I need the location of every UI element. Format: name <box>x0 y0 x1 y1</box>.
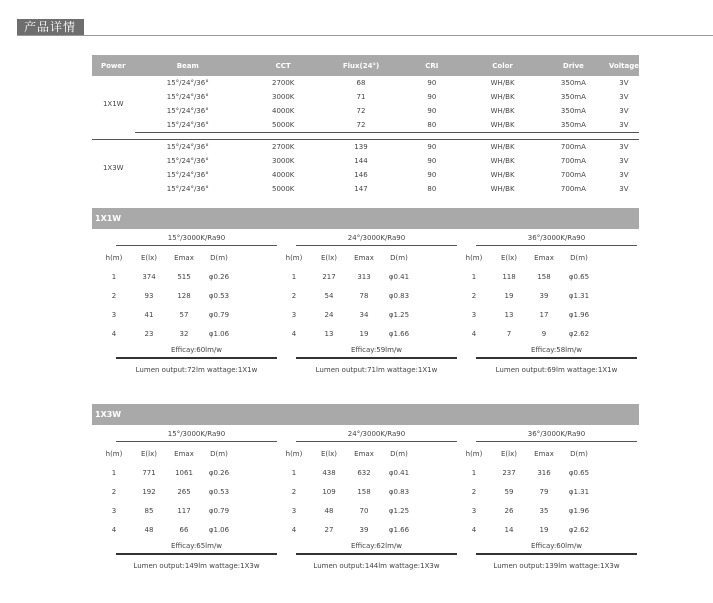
panel-header-row <box>285 252 460 264</box>
panel-cell: 23 <box>144 330 154 338</box>
spec-cell: 350mA <box>538 118 609 133</box>
panel-bottom-rule <box>476 357 637 359</box>
panel-cell: 1 <box>291 469 297 477</box>
panel-divider <box>476 245 637 246</box>
efficacy-text: Efficay:59lm/w <box>350 346 403 354</box>
panel-row <box>473 486 640 498</box>
panel-col-header: E(lx) <box>501 254 517 262</box>
panel-cell: 24 <box>324 311 334 319</box>
panel-cell: 78 <box>359 292 369 300</box>
panel-cell: 19 <box>504 292 514 300</box>
panel-col-header: D(m) <box>210 254 228 262</box>
panel-cell: 32 <box>179 330 189 338</box>
spec-row <box>92 168 639 182</box>
panel-col-header: E(lx) <box>321 254 337 262</box>
section-header <box>17 19 713 37</box>
panel-cell: 66 <box>179 526 189 534</box>
power-cell: 1X1W <box>102 100 124 109</box>
spec-cell: 3V <box>609 118 639 133</box>
efficacy-text: Efficay:62lm/w <box>350 542 403 550</box>
panel-cell: 4 <box>291 330 297 338</box>
panel-cell: 265 <box>177 488 191 496</box>
panel-cell: 2 <box>291 488 297 496</box>
panel-row <box>113 486 280 498</box>
panel-bottom-rule <box>116 357 277 359</box>
spec-cell: WH/BK <box>467 140 538 155</box>
spec-cell: 68 <box>356 79 366 87</box>
panel-row <box>473 505 640 517</box>
spec-cell: 80 <box>427 185 437 193</box>
spec-cell: WH/BK <box>490 79 515 87</box>
panel-cell: φ0.83 <box>388 292 410 300</box>
panel-cell: 2 <box>471 292 477 300</box>
section-bar <box>92 208 639 229</box>
header-divider <box>17 35 713 36</box>
panel-col-header: Emax <box>354 450 374 458</box>
panel-col-header: h(m) <box>285 450 303 458</box>
panel-row <box>113 290 280 302</box>
panel-cell: 4 <box>291 526 297 534</box>
panel-cell: 39 <box>359 526 369 534</box>
panel-cell: 17 <box>539 311 549 319</box>
spec-cell: 700mA <box>560 185 586 193</box>
panel-bottom-rule <box>296 357 457 359</box>
panel-cell: 7 <box>506 330 512 338</box>
panel-row <box>473 309 640 321</box>
panel-row <box>473 328 640 340</box>
spec-cell: 3000K <box>271 93 295 101</box>
panel-cell: φ1.06 <box>208 526 230 534</box>
panel-cell: 3 <box>471 507 477 515</box>
spec-cell: 700mA <box>560 157 586 165</box>
panel-row <box>113 271 280 283</box>
panel-divider <box>296 245 457 246</box>
panel-cell: φ0.79 <box>208 311 230 319</box>
panel-cell: 35 <box>539 507 549 515</box>
lumen-output-text: Lumen output:72lm wattage:1X1w <box>135 366 258 374</box>
spec-cell: 72 <box>325 118 396 133</box>
spec-cell: WH/BK <box>490 157 515 165</box>
panel-divider <box>296 441 457 442</box>
panel-cell: φ1.06 <box>208 330 230 338</box>
panel-row <box>473 467 640 479</box>
panel-cell: 48 <box>144 526 154 534</box>
panel-cell: 59 <box>504 488 514 496</box>
panel-col-header: D(m) <box>390 450 408 458</box>
panel-col-header: D(m) <box>210 450 228 458</box>
section-label: 1X3W <box>95 410 122 419</box>
panel-cell: 4 <box>111 526 117 534</box>
panel-row <box>113 524 280 536</box>
panel-header-row <box>465 252 640 264</box>
spec-cell: 15°/24°/36° <box>166 157 209 165</box>
panel-cell: 2 <box>111 292 117 300</box>
spec-row <box>92 140 639 155</box>
spec-row <box>92 182 639 196</box>
panel-cell: φ0.26 <box>208 469 230 477</box>
panel-col-header: Emax <box>174 450 194 458</box>
panel-col-header: h(m) <box>105 254 123 262</box>
panel-bottom-rule <box>116 553 277 555</box>
panel-cell: 192 <box>142 488 156 496</box>
panel-row <box>473 271 640 283</box>
panel-col-header: Emax <box>174 254 194 262</box>
spec-cell: 146 <box>354 171 368 179</box>
panel-row <box>293 290 460 302</box>
panel-cell: 118 <box>502 273 516 281</box>
panel-cell: 158 <box>357 488 371 496</box>
panel-col-header: E(lx) <box>321 450 337 458</box>
panel-cell: φ1.31 <box>568 292 590 300</box>
panel-cell: 27 <box>324 526 334 534</box>
panel-bottom-rule <box>476 553 637 555</box>
spec-cell: 90 <box>427 171 437 179</box>
panel-cell: φ0.53 <box>208 488 230 496</box>
panel-title: 15°/3000K/Ra90 <box>167 234 226 242</box>
panel-cell: 2 <box>291 292 297 300</box>
panel-cell: 19 <box>359 330 369 338</box>
panel-col-header: h(m) <box>465 254 483 262</box>
panel-cell: 109 <box>322 488 336 496</box>
spec-cell: 72 <box>356 107 366 115</box>
efficacy-text: Efficay:58lm/w <box>530 346 583 354</box>
panel-row <box>473 290 640 302</box>
col-header: Drive <box>538 55 609 76</box>
efficacy-text: Efficay:65lm/w <box>170 542 223 550</box>
lumen-output-text: Lumen output:71lm wattage:1X1w <box>315 366 438 374</box>
panel-header-row <box>285 448 460 460</box>
panel-cell: 93 <box>144 292 154 300</box>
panel-header-row <box>465 448 640 460</box>
panel-cell: 117 <box>177 507 191 515</box>
spec-cell: 15°/24°/36° <box>135 140 241 155</box>
panel-cell: 313 <box>357 273 371 281</box>
panel-cell: 237 <box>502 469 516 477</box>
spec-cell: 15°/24°/36° <box>166 185 209 193</box>
panel-row <box>293 328 460 340</box>
panel-cell: 54 <box>324 292 334 300</box>
spec-cell: 90 <box>427 157 437 165</box>
panel-cell: φ0.41 <box>388 469 410 477</box>
spec-cell: 15°/24°/36° <box>166 79 209 87</box>
panel-title: 24°/3000K/Ra90 <box>347 234 406 242</box>
panel-cell: 14 <box>504 526 514 534</box>
panel-cell: 3 <box>111 507 117 515</box>
panel-row <box>293 486 460 498</box>
spec-cell: 350mA <box>560 79 586 87</box>
spec-cell: 71 <box>356 93 366 101</box>
panel-cell: 3 <box>291 311 297 319</box>
panel-cell: 128 <box>177 292 191 300</box>
spec-cell: 3V <box>619 171 629 179</box>
panel-row <box>293 271 460 283</box>
col-header: CRI <box>397 55 468 76</box>
efficacy-text: Efficay:60lm/w <box>530 542 583 550</box>
spec-cell: 700mA <box>538 140 609 155</box>
spec-row <box>92 104 639 118</box>
panel-cell: 771 <box>142 469 156 477</box>
panel-col-header: Emax <box>534 450 554 458</box>
spec-cell: WH/BK <box>490 107 515 115</box>
panel-row <box>293 524 460 536</box>
panel-row <box>293 309 460 321</box>
spec-cell: 3V <box>619 157 629 165</box>
panel-cell: 57 <box>179 311 189 319</box>
spec-cell: 2700K <box>241 140 325 155</box>
photometric-panel <box>285 428 460 588</box>
panel-divider <box>116 245 277 246</box>
panel-header-row <box>105 448 280 460</box>
panel-col-header: D(m) <box>390 254 408 262</box>
panel-cell: φ1.25 <box>388 507 410 515</box>
col-header: Voltage <box>609 55 639 76</box>
panel-cell: 2 <box>111 488 117 496</box>
panel-row <box>293 505 460 517</box>
spec-cell: 3V <box>619 107 629 115</box>
panel-col-header: h(m) <box>285 254 303 262</box>
panel-cell: 26 <box>504 507 514 515</box>
photometric-panel <box>105 232 280 392</box>
spec-cell: 700mA <box>560 171 586 179</box>
panel-cell: 374 <box>142 273 156 281</box>
panel-cell: 3 <box>111 311 117 319</box>
panel-cell: φ1.25 <box>388 311 410 319</box>
photometric-panel <box>105 428 280 588</box>
panel-cell: φ2.62 <box>568 526 590 534</box>
panel-cell: 79 <box>539 488 549 496</box>
section-label: 1X1W <box>95 214 122 223</box>
panel-col-header: h(m) <box>105 450 123 458</box>
panel-cell: 1061 <box>175 469 193 477</box>
spec-cell: WH/BK <box>490 93 515 101</box>
panel-cell: 3 <box>471 311 477 319</box>
panel-cell: φ0.65 <box>568 469 590 477</box>
photometric-panel <box>285 232 460 392</box>
spec-cell: 350mA <box>560 93 586 101</box>
panel-cell: φ0.79 <box>208 507 230 515</box>
spec-cell: 3V <box>609 140 639 155</box>
spec-cell: 3V <box>619 93 629 101</box>
spec-cell: 5000K <box>271 185 295 193</box>
panel-title: 24°/3000K/Ra90 <box>347 430 406 438</box>
panel-row <box>293 467 460 479</box>
spec-cell: 5000K <box>241 118 325 133</box>
efficacy-text: Efficay:60lm/w <box>170 346 223 354</box>
lumen-output-text: Lumen output:139lm wattage:1X3w <box>493 562 620 570</box>
panel-cell: 4 <box>471 330 477 338</box>
photometric-panel <box>465 428 640 588</box>
lumen-output-text: Lumen output:69lm wattage:1X1w <box>495 366 618 374</box>
panel-row <box>113 309 280 321</box>
panel-col-header: h(m) <box>465 450 483 458</box>
panel-cell: φ1.96 <box>568 311 590 319</box>
panel-cell: φ2.62 <box>568 330 590 338</box>
panel-cell: 632 <box>357 469 371 477</box>
col-header: Beam <box>135 55 241 76</box>
col-header: CCT <box>241 55 325 76</box>
spec-cell: 90 <box>397 140 468 155</box>
panel-cell: 1 <box>291 273 297 281</box>
spec-cell: WH/BK <box>490 185 515 193</box>
panel-cell: φ0.41 <box>388 273 410 281</box>
panel-cell: φ1.66 <box>388 330 410 338</box>
panel-cell: φ0.26 <box>208 273 230 281</box>
panel-cell: 70 <box>359 507 369 515</box>
spec-cell: 350mA <box>560 107 586 115</box>
panel-bottom-rule <box>296 553 457 555</box>
panel-col-header: E(lx) <box>141 450 157 458</box>
spec-cell: 90 <box>427 79 437 87</box>
spec-cell: 15°/24°/36° <box>166 171 209 179</box>
spec-row <box>92 118 639 133</box>
panel-cell: φ1.96 <box>568 507 590 515</box>
panel-cell: 13 <box>504 311 514 319</box>
panel-cell: 3 <box>291 507 297 515</box>
panel-cell: 1 <box>111 469 117 477</box>
spec-cell: 90 <box>427 93 437 101</box>
panel-cell: 1 <box>111 273 117 281</box>
spec-cell: 4000K <box>271 171 295 179</box>
panel-row <box>113 505 280 517</box>
col-header: Power <box>92 55 135 76</box>
panel-cell: 13 <box>324 330 334 338</box>
panel-col-header: Emax <box>354 254 374 262</box>
spec-cell: 144 <box>354 157 368 165</box>
spec-cell: 139 <box>325 140 396 155</box>
panel-cell: 4 <box>471 526 477 534</box>
panel-cell: 2 <box>471 488 477 496</box>
panel-divider <box>116 441 277 442</box>
panel-cell: 48 <box>324 507 334 515</box>
panel-title: 15°/3000K/Ra90 <box>167 430 226 438</box>
panel-cell: 85 <box>144 507 154 515</box>
panel-cell: 34 <box>359 311 369 319</box>
section-bar <box>92 404 639 425</box>
panel-cell: 217 <box>322 273 336 281</box>
spec-cell: 4000K <box>271 107 295 115</box>
panel-header-row <box>105 252 280 264</box>
panel-row <box>113 328 280 340</box>
panel-cell: 1 <box>471 273 477 281</box>
power-cell: 1X3W <box>92 140 135 197</box>
panel-title: 36°/3000K/Ra90 <box>527 430 586 438</box>
panel-cell: 9 <box>541 330 547 338</box>
panel-cell: φ1.66 <box>388 526 410 534</box>
panel-cell: 19 <box>539 526 549 534</box>
spec-cell: 2700K <box>271 79 295 87</box>
lumen-output-text: Lumen output:149lm wattage:1X3w <box>133 562 260 570</box>
spec-cell: 3V <box>619 79 629 87</box>
spec-cell: 147 <box>354 185 368 193</box>
panel-cell: 4 <box>111 330 117 338</box>
panel-divider <box>476 441 637 442</box>
panel-cell: 1 <box>471 469 477 477</box>
panel-cell: φ1.31 <box>568 488 590 496</box>
spec-cell: 90 <box>427 107 437 115</box>
panel-col-header: D(m) <box>570 254 588 262</box>
panel-cell: φ0.53 <box>208 292 230 300</box>
panel-col-header: Emax <box>534 254 554 262</box>
panel-title: 36°/3000K/Ra90 <box>527 234 586 242</box>
panel-cell: 438 <box>322 469 336 477</box>
spec-cell: 15°/24°/36° <box>166 93 209 101</box>
spec-row <box>92 154 639 168</box>
panel-col-header: D(m) <box>570 450 588 458</box>
panel-col-header: E(lx) <box>141 254 157 262</box>
col-header: Color <box>467 55 538 76</box>
spec-table <box>92 55 639 196</box>
spec-cell: 80 <box>397 118 468 133</box>
spec-cell: WH/BK <box>467 118 538 133</box>
spec-row <box>92 90 639 104</box>
photometric-panel <box>465 232 640 392</box>
spec-cell: 15°/24°/36° <box>166 107 209 115</box>
panel-cell: φ0.83 <box>388 488 410 496</box>
spec-row <box>92 76 639 90</box>
panel-cell: 158 <box>537 273 551 281</box>
panel-cell: 41 <box>144 311 154 319</box>
section-title-tab: 产品详情 <box>17 19 84 36</box>
spec-cell: 3000K <box>271 157 295 165</box>
panel-col-header: E(lx) <box>501 450 517 458</box>
panel-cell: 515 <box>177 273 191 281</box>
spec-cell: 15°/24°/36° <box>135 118 241 133</box>
panel-cell: φ0.65 <box>568 273 590 281</box>
spec-cell: WH/BK <box>490 171 515 179</box>
panel-cell: 316 <box>537 469 551 477</box>
panel-row <box>113 467 280 479</box>
panel-row <box>473 524 640 536</box>
col-header: Flux(24°) <box>325 55 396 76</box>
lumen-output-text: Lumen output:144lm wattage:1X3w <box>313 562 440 570</box>
spec-header-row <box>92 55 639 76</box>
panel-cell: 39 <box>539 292 549 300</box>
spec-cell: 3V <box>619 185 629 193</box>
